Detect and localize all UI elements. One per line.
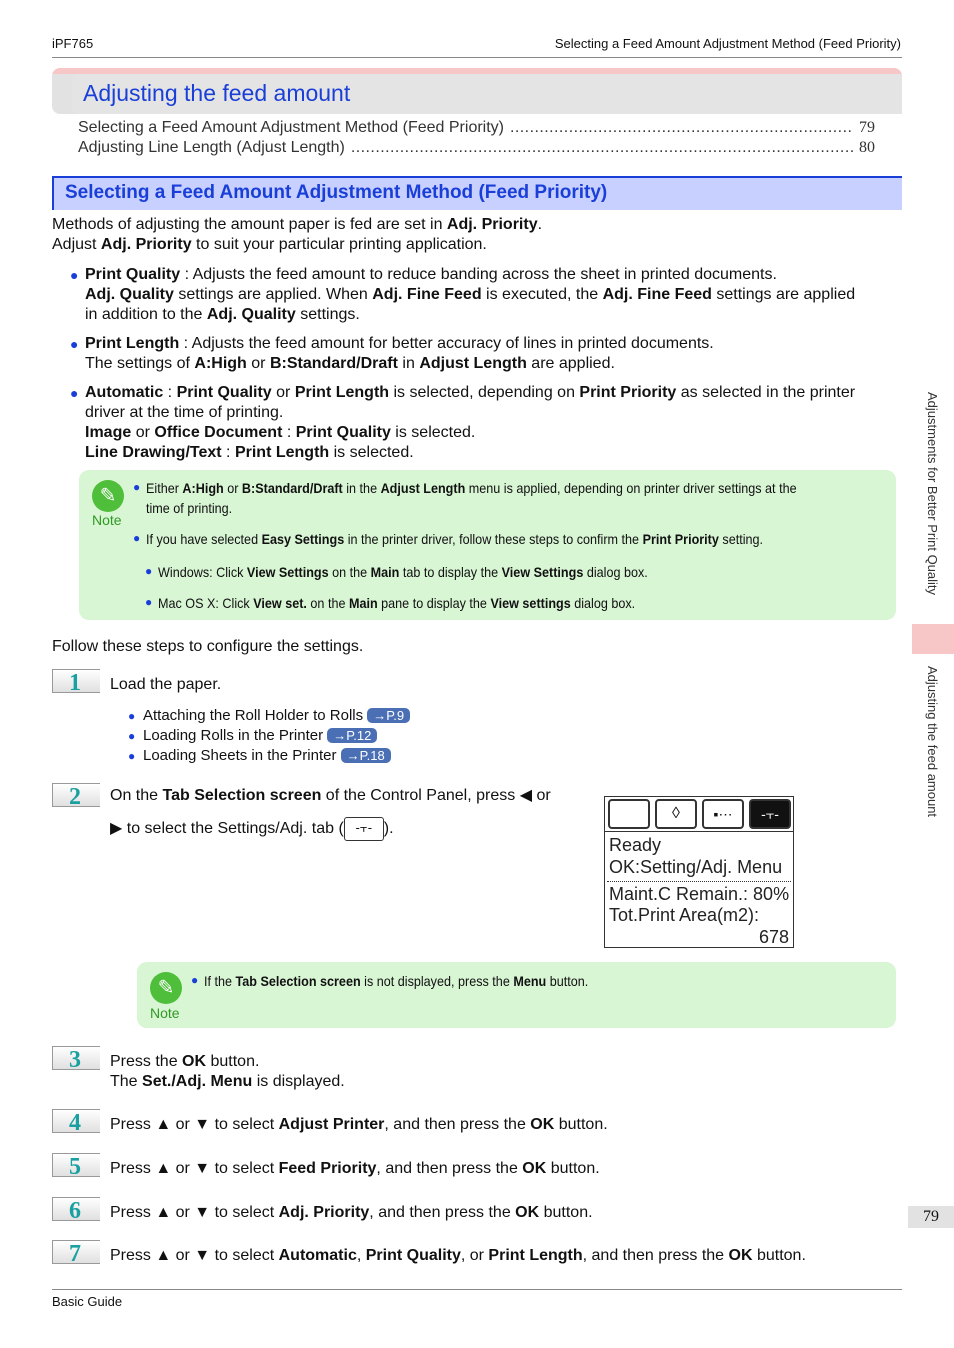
bullet-print-quality: Print Quality : Adjusts the feed amount to reduce banding across the sheet in printed documents. Adj. Quality settings are applied. When Adj. Fine Feed is executed, the Adj. Fine Feed settings are applied in addition to the Adj. Quality settings. [85,266,856,323]
bullet-print-length: Print Length : Adjusts the feed amount for better accuracy of lines in printed documents. The settings of A:High or B:Standard/Draft in Adjust Length are applied. [85,335,714,372]
footer-divider [52,1289,902,1290]
bullet-icon: ● [191,973,199,987]
step-text: Press ▲ or ▼ to select Feed Priority, and then press the OK button. [110,1160,600,1177]
step-number: 3 [52,1046,100,1070]
note-subitem-mac: Mac OS X: Click View set. on the Main pane to display the View settings dialog box. [158,595,636,611]
header-product: iPF765 [52,36,94,51]
page-ref-link[interactable]: →P.12 [327,728,377,743]
bullet-icon: ● [133,531,141,545]
step-text-cont: ▶ to select the Settings/Adj. tab ( -⫟- ). [110,817,590,841]
bullet-icon: ● [128,749,136,763]
footer-text: Basic Guide [52,1294,123,1309]
step-number: 1 [52,669,100,693]
right-arrow-icon: ▶ [110,820,123,838]
job-tab-icon: ▪⋯ [702,799,744,829]
note-item: Either A:High or B:Standard/Draft in the Adjust Length menu is applied, depending on printer driver settings at the time of printing. [146,480,797,516]
bullet-icon: ● [70,336,79,352]
settings-adj-tab-icon: -⫟- [344,817,384,841]
step-text: Press the OK button. The Set./Adj. Menu is displayed. [110,1053,345,1090]
page-title: Adjusting the feed amount [83,80,351,106]
toc-label: Adjusting Line Length (Adjust Length) [78,139,345,156]
step-number: 2 [52,783,100,807]
page-number: 79 [908,1206,954,1228]
bullet-icon: ● [70,385,79,401]
toc-page: 79 [859,119,875,136]
section-title: Selecting a Feed Amount Adjustment Method (Feed Priority) [65,182,608,203]
link-item[interactable]: Loading Rolls in the Printer →P.12 [143,726,377,746]
settings-tab-icon: -⫟- [749,799,791,829]
lcd-status: Ready [609,835,662,855]
left-arrow-icon: ◀ [519,787,532,804]
lcd-maint: Maint.C Remain.: 80% [609,884,790,904]
step-number: 6 [52,1197,100,1221]
control-panel-display [604,796,794,948]
page-ref-link[interactable]: →P.9 [367,708,410,723]
note-label: Note [150,1005,180,1021]
bullet-icon: ● [145,595,153,609]
note-pencil-icon: ✎ [92,480,124,512]
bullet-icon: ● [145,564,153,578]
step-text: Press ▲ or ▼ to select Adj. Priority, and then press the OK button. [110,1204,593,1221]
toc-page: 80 [859,139,875,156]
side-tab-section[interactable]: Adjusting the feed amount [925,666,940,818]
toc-label: Selecting a Feed Amount Adjustment Method (Feed Priority) [78,119,504,136]
page-ref-link[interactable]: →P.18 [341,748,391,763]
toc-entry[interactable] [78,119,875,137]
bullet-automatic: Automatic : Print Quality or Print Length is selected, depending on Print Priority as selected in the printer driver at the time of printing. Image or Office Document : Print Quality is selected. Line Drawing/Text : Print Length is selected. [85,384,856,461]
step-text: Press ▲ or ▼ to select Adjust Printer, and then press the OK button. [110,1116,608,1133]
link-item[interactable]: Attaching the Roll Holder to Rolls →P.9 [143,706,410,726]
note-pencil-icon: ✎ [150,972,182,1004]
intro-text: Methods of adjusting the amount paper is fed are set in Adj. Priority. Adjust Adj. Priority to suit your particular printing application. [52,216,543,253]
header-section: Selecting a Feed Amount Adjustment Method (Feed Priority) [554,36,901,51]
lcd-menu-hint: OK:Setting/Adj. Menu [609,857,783,877]
side-tab-marker [912,624,954,654]
note-item: If you have selected Easy Settings in the printer driver, follow these steps to confirm the Print Priority setting. [146,531,764,547]
follow-text: Follow these steps to configure the settings. [52,638,364,655]
step-number: 4 [52,1109,100,1133]
ink-tab-icon: ◊ [655,799,697,829]
note-subitem-windows: Windows: Click View Settings on the Main tab to display the View Settings dialog box. [158,564,648,580]
note-label: Note [92,512,122,528]
side-tab-chapter[interactable]: Adjustments for Better Print Quality [925,392,940,596]
bullet-icon: ● [133,480,141,494]
paper-tab-icon [608,799,650,829]
step-text: Load the paper. [110,676,222,693]
bullet-icon: ● [70,267,79,283]
step-number: 7 [52,1240,100,1264]
step-text: On the Tab Selection screen of the Control Panel, press ◀ or [110,787,551,804]
header-divider [52,57,902,58]
lcd-print-area: Tot.Print Area(m2): [609,905,760,925]
step-text: Press ▲ or ▼ to select Automatic, Print Quality, or Print Length, and then press the OK button. [110,1247,806,1264]
lcd-print-area-value: 678 [758,927,789,947]
note-item: If the Tab Selection screen is not displayed, press the Menu button. [204,973,589,989]
bullet-icon: ● [128,729,136,743]
step-number: 5 [52,1153,100,1177]
toc-entry[interactable] [78,139,875,157]
bullet-icon: ● [128,709,136,723]
link-item[interactable]: Loading Sheets in the Printer →P.18 [143,746,391,766]
